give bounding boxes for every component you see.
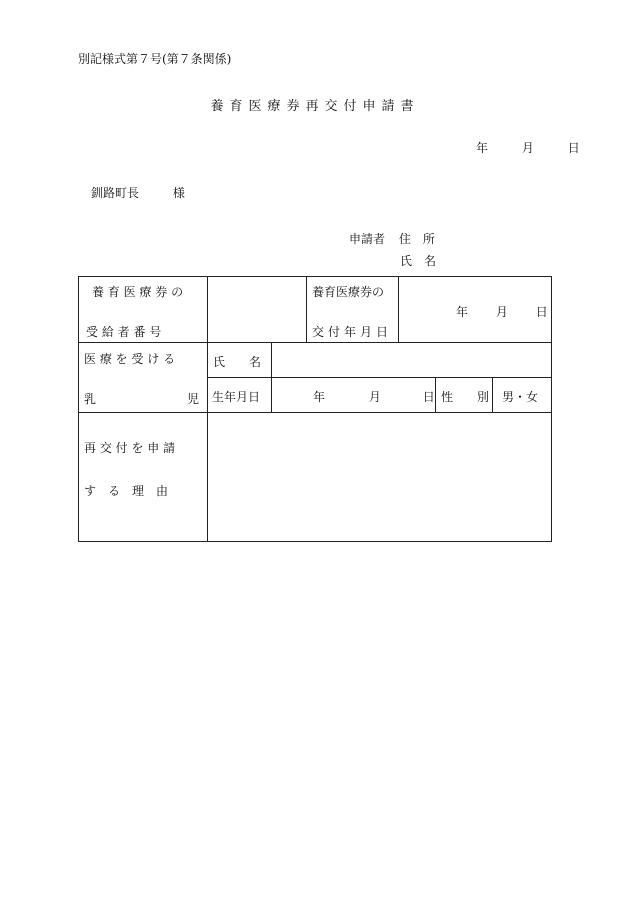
application-table: [78, 276, 552, 542]
ticket-number-field[interactable]: [208, 277, 306, 342]
reason-label-2: す る 理 由: [84, 484, 169, 498]
sex-label: 性 別: [441, 390, 490, 404]
sex-options[interactable]: 男・女: [502, 390, 539, 404]
birth-year: 年: [313, 390, 326, 404]
col-divider-ticket: [306, 276, 307, 342]
table-border-left: [78, 276, 79, 542]
issue-year: 年: [456, 305, 469, 319]
birth-month: 月: [368, 390, 381, 404]
addressee-honorific: 様: [172, 186, 185, 200]
row-divider-name: [207, 377, 552, 378]
issue-date-label-1: 養育医療券の: [312, 285, 385, 299]
birth-day: 日: [422, 390, 435, 404]
ticket-number-label-2: 受 給 者 番 号: [86, 325, 162, 339]
birthdate-label: 生年月日: [212, 390, 261, 404]
ticket-number-label-1: 養 育 医 療 券 の: [92, 285, 184, 299]
table-border-top: [78, 276, 552, 277]
addressee-name: 釧路町長: [91, 186, 140, 200]
issue-day: 日: [535, 305, 548, 319]
issue-date-field[interactable]: [456, 303, 548, 320]
col-divider-issue: [398, 276, 399, 342]
reason-field[interactable]: [208, 413, 551, 541]
issue-date-label-2: 交付年月日: [312, 325, 393, 339]
infant-label-1: 医 療 を 受 け る: [84, 352, 176, 366]
name-label: 氏 名: [213, 355, 262, 369]
address-label: 住 所: [398, 232, 435, 246]
infant-name-field[interactable]: [272, 343, 551, 377]
table-border-right: [551, 276, 552, 542]
addressee: [91, 184, 185, 201]
table-border-bottom: [78, 541, 552, 542]
applicant-address: [349, 230, 435, 247]
birthdate-field[interactable]: [313, 388, 435, 405]
application-date: [476, 139, 580, 156]
applicant-label: 申請者: [349, 232, 386, 246]
date-year: 年: [476, 141, 489, 155]
date-day: 日: [567, 141, 580, 155]
date-month: 月: [521, 141, 534, 155]
infant-label-2-left: 乳: [84, 392, 97, 406]
col-divider-sex-value: [492, 377, 493, 412]
issue-month: 月: [495, 305, 508, 319]
infant-label-2-right: 児: [187, 392, 200, 406]
col-divider-sex: [435, 377, 436, 412]
reason-label-1: 再 交 付 を 申 請: [84, 441, 176, 455]
document-title: 養育医療券再交付申請書: [210, 99, 420, 114]
applicant-name: 氏 名: [400, 254, 437, 268]
form-reference: 別記様式第７号(第７条関係): [78, 52, 232, 66]
